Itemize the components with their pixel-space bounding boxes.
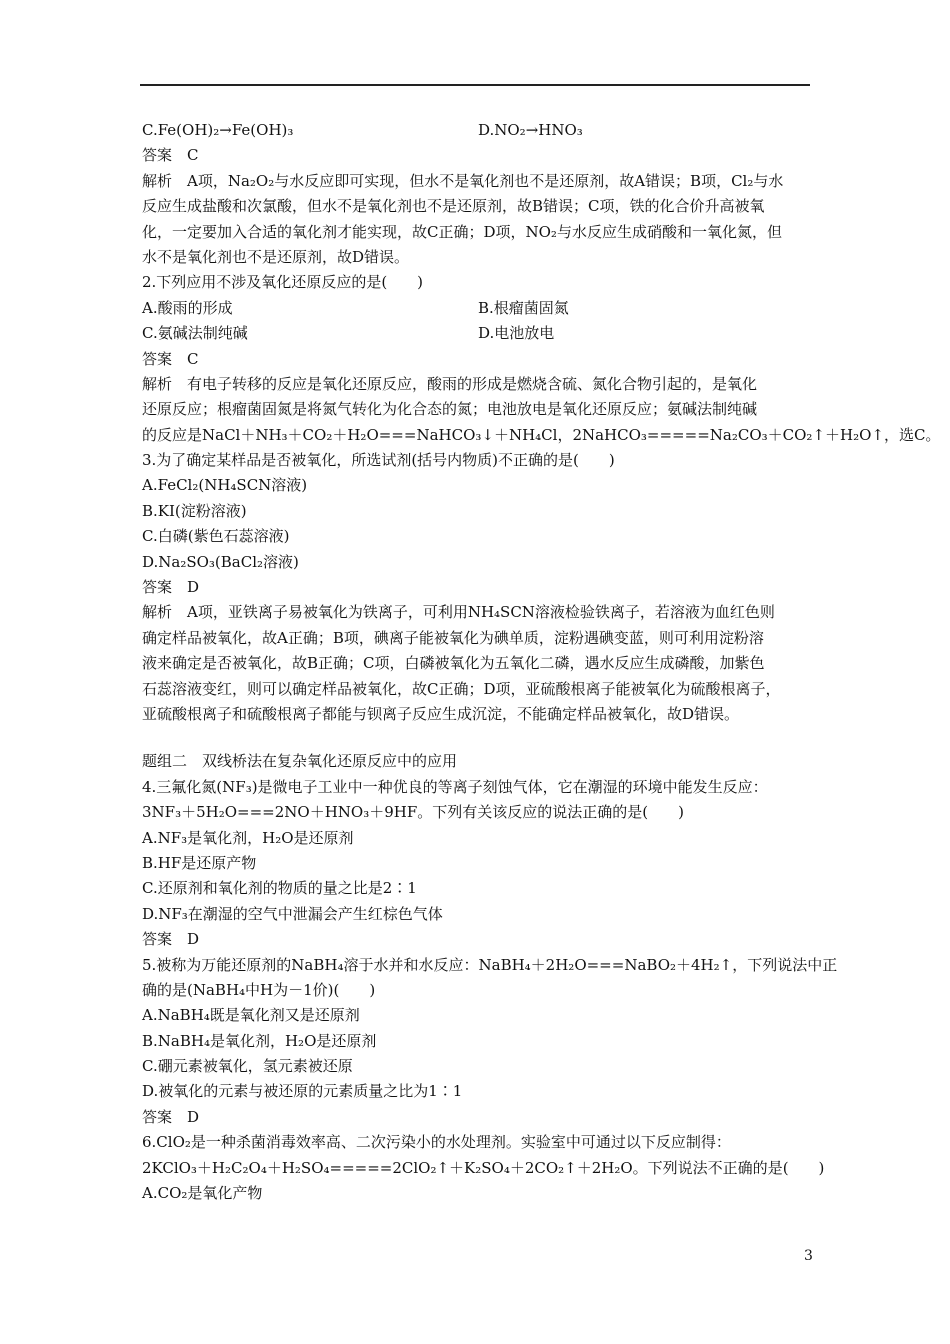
text-line: 4.三氟化氮(NF₃)是微电子工业中一种优良的等离子刻蚀气体，它在潮湿的环境中能发生反应： [142, 777, 768, 796]
text-line: 5.被称为万能还原剂的NaBH₄溶于水并和水反应：NaBH₄＋2H₂O===NaBO₂＋4H₂↑，下列说法中正 [142, 955, 838, 974]
text-line: B.HF是还原产物 [142, 853, 257, 872]
text-line: 反应生成盐酸和次氯酸，但水不是氧化剂也不是还原剂，故B错误；C项，铁的化合价升高被氧 [142, 197, 765, 216]
text-line: 答案 D [142, 930, 200, 949]
text-line: B.NaBH₄是氧化剂，H₂O是还原剂 [142, 1031, 377, 1050]
option-left: C.Fe(OH)₂→Fe(OH)₃ [142, 121, 294, 139]
text-line: 答案 C [142, 146, 199, 165]
text-line: C.白磷(紫色石蕊溶液) [142, 527, 290, 546]
option-left: A.酸雨的形成 [142, 298, 233, 317]
text-line: 水不是氧化剂也不是还原剂，故D错误。 [142, 247, 410, 266]
text-line: 答案 D [142, 1107, 200, 1126]
section-gap [142, 727, 812, 749]
text-line: 答案 D [142, 578, 200, 597]
option-row [142, 321, 812, 346]
text-line: A.CO₂是氧化产物 [142, 1184, 263, 1203]
text-line: A.NaBH₄既是氧化剂又是还原剂 [142, 1006, 360, 1025]
text-line: D.NF₃在潮湿的空气中泄漏会产生红棕色气体 [142, 904, 443, 923]
text-line: 确定样品被氧化，故A正确；B项，碘离子能被氧化为碘单质，淀粉遇碘变蓝，则可利用淀粉溶 [142, 628, 764, 647]
option-right: B.根瘤菌固氮 [478, 298, 569, 317]
header-rule [140, 84, 810, 86]
option-right: D.电池放电 [478, 324, 555, 343]
text-line: 解析 A项，亚铁离子易被氧化为铁离子，可利用NH₄SCN溶液检验铁离子，若溶液为血红色则 [142, 603, 775, 622]
text-block-top [142, 118, 941, 727]
text-line: 答案 C [142, 349, 199, 368]
text-line: 2KClO₃＋H₂C₂O₄＋H₂SO₄=====2ClO₂↑＋K₂SO₄＋2CO₂↑＋2H₂O。下列说法不正确的是( ) [142, 1158, 825, 1177]
text-line: 的反应是NaCl＋NH₃＋CO₂＋H₂O===NaHCO₃↓＋NH₄Cl，2NaHCO₃=====Na₂CO₃＋CO₂↑＋H₂O↑，选C。 [142, 425, 941, 444]
option-row [142, 296, 812, 321]
text-line: C.硼元素被氧化，氢元素被还原 [142, 1057, 353, 1076]
page-content [142, 118, 941, 1206]
text-line: 确的是(NaBH₄中H为－1价)( ) [142, 980, 376, 999]
option-right: D.NO₂→HNO₃ [478, 121, 583, 139]
text-line: 6.ClO₂是一种杀菌消毒效率高、二次污染小的水处理剂。实验室中可通过以下反应制得： [142, 1133, 731, 1152]
option-left: C.氨碱法制纯碱 [142, 324, 248, 343]
text-line: 亚硫酸根离子和硫酸根离子都能与钡离子反应生成沉淀，不能确定样品被氧化，故D错误。 [142, 704, 740, 723]
text-line: B.KI(淀粉溶液) [142, 501, 247, 520]
text-line: 解析 A项，Na₂O₂与水反应即可实现，但水不是氧化剂也不是还原剂，故A错误；B项，Cl₂与水 [142, 171, 784, 190]
text-line: A.NF₃是氧化剂，H₂O是还原剂 [142, 828, 354, 847]
text-line: 液来确定是否被氧化，故B正确；C项，白磷被氧化为五氧化二磷，遇水反应生成磷酸，加紫色 [142, 654, 765, 673]
text-line: D.被氧化的元素与被还原的元素质量之比为1∶1 [142, 1082, 463, 1101]
text-line: C.还原剂和氧化剂的物质的量之比是2∶1 [142, 879, 417, 898]
text-line: 3NF₃＋5H₂O===2NO＋HNO₃＋9HF。下列有关该反应的说法正确的是( ) [142, 803, 684, 822]
text-line: 还原反应；根瘤菌固氮是将氮气转化为化合态的氮；电池放电是氧化还原反应；氨碱法制纯碱 [142, 400, 758, 419]
text-line: 化，一定要加入合适的氧化剂才能实现，故C正确；D项，NO₂与水反应生成硝酸和一氧化氮，但 [142, 222, 782, 241]
option-row [142, 118, 812, 143]
text-line: 解析 有电子转移的反应是氧化还原反应，酸雨的形成是燃烧含硫、氮化合物引起的，是氧化 [142, 374, 758, 393]
text-line: D.Na₂SO₃(BaCl₂溶液) [142, 552, 299, 571]
text-line: 2.下列应用不涉及氧化还原反应的是( ) [142, 273, 424, 292]
text-line: 石蕊溶液变红，则可以确定样品被氧化，故C正确；D项，亚硫酸根离子能被氧化为硫酸根离子， [142, 679, 781, 698]
text-line: A.FeCl₂(NH₄SCN溶液) [142, 476, 308, 495]
text-line: 3.为了确定某样品是否被氧化，所选试剂(括号内物质)不正确的是( ) [142, 451, 615, 470]
text-line: 题组二 双线桥法在复杂氧化还原反应中的应用 [142, 752, 458, 771]
text-block-bottom [142, 749, 838, 1206]
page-number: 3 [804, 1248, 813, 1264]
